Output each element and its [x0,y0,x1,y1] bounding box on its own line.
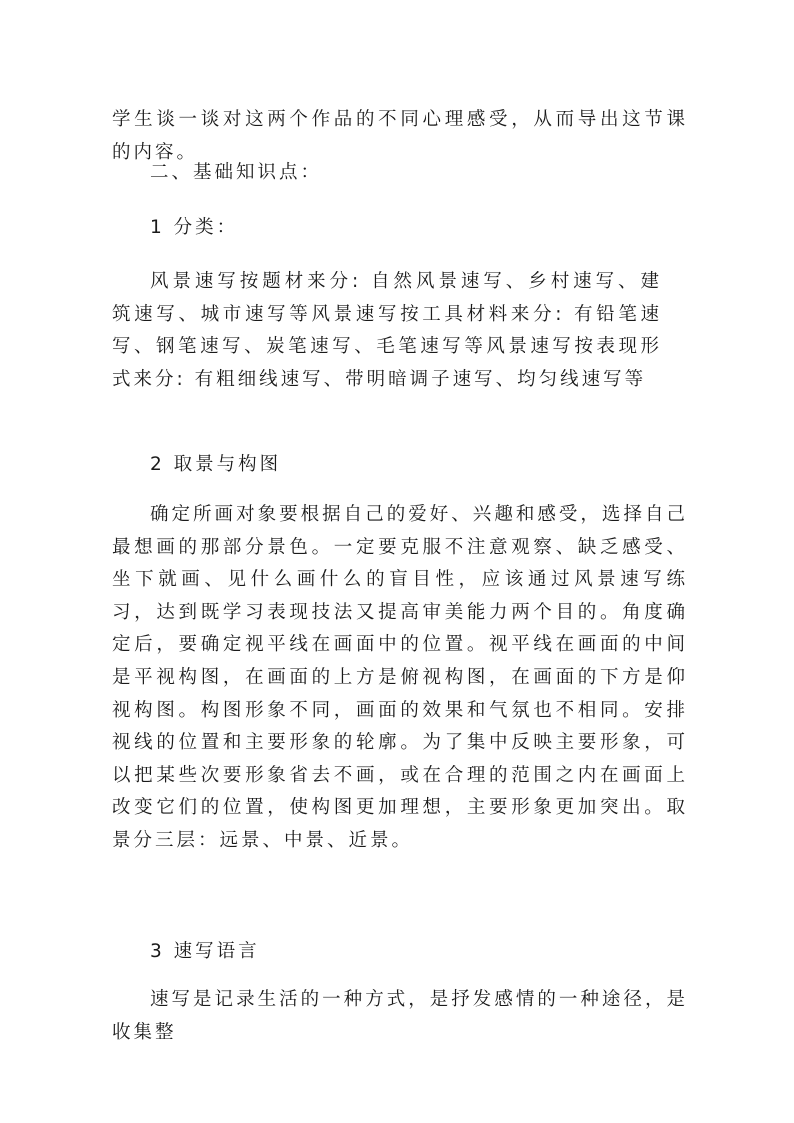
subsection-heading-composition: 2 取景与构图 [150,454,282,475]
section-heading-basics: 二、基础知识点： [150,162,323,183]
sketch-language-paragraph: 速写是记录生活的一种方式，是抒发感情的一种途径，是收集整 [112,989,688,1043]
composition-paragraph: 确定所画对象要根据自己的爱好、兴趣和感受，选择自己最想画的那部分景色。一定要克服不注意观察、缺乏感受、坐下就画、见什么画什么的盲目性，应该通过风景速写练习，达到既学习表现技法又提高审美能力两个目的。角度确定后，要确定视平线在画面中的位置。视平线在画面的中间是平视构图，在画面的上方是俯视构图，在画面的下方是仰视构图。构图形象不同，画面的效果和气氛也不相同。安排视线的位置和主要形象的轮廓。为了集中反映主要形象，可以把某些次要形象省去不画，或在合理的范围之内在画面上改变它们的位置，使构图更加理想，主要形象更加突出。取景分三层：远景、中景、近景。 [112,504,688,851]
intro-paragraph: 学生谈一谈对这两个作品的不同心理感受，从而导出这节课的内容。 [112,109,688,163]
classification-paragraph: 风景速写按题材来分: 自然风景速写、乡村速写、建筑速写、城市速写等风景速写按工具材料来分: 有铅笔速写、钢笔速写、炭笔速写、毛笔速写等风景速写按表现形式来分: 有粗细线速写、带明暗调子速写、均匀线速写等 [112,271,662,390]
subsection-heading-classification: 1 分类： [150,217,239,238]
subsection-heading-sketch-language: 3 速写语言 [150,941,260,962]
